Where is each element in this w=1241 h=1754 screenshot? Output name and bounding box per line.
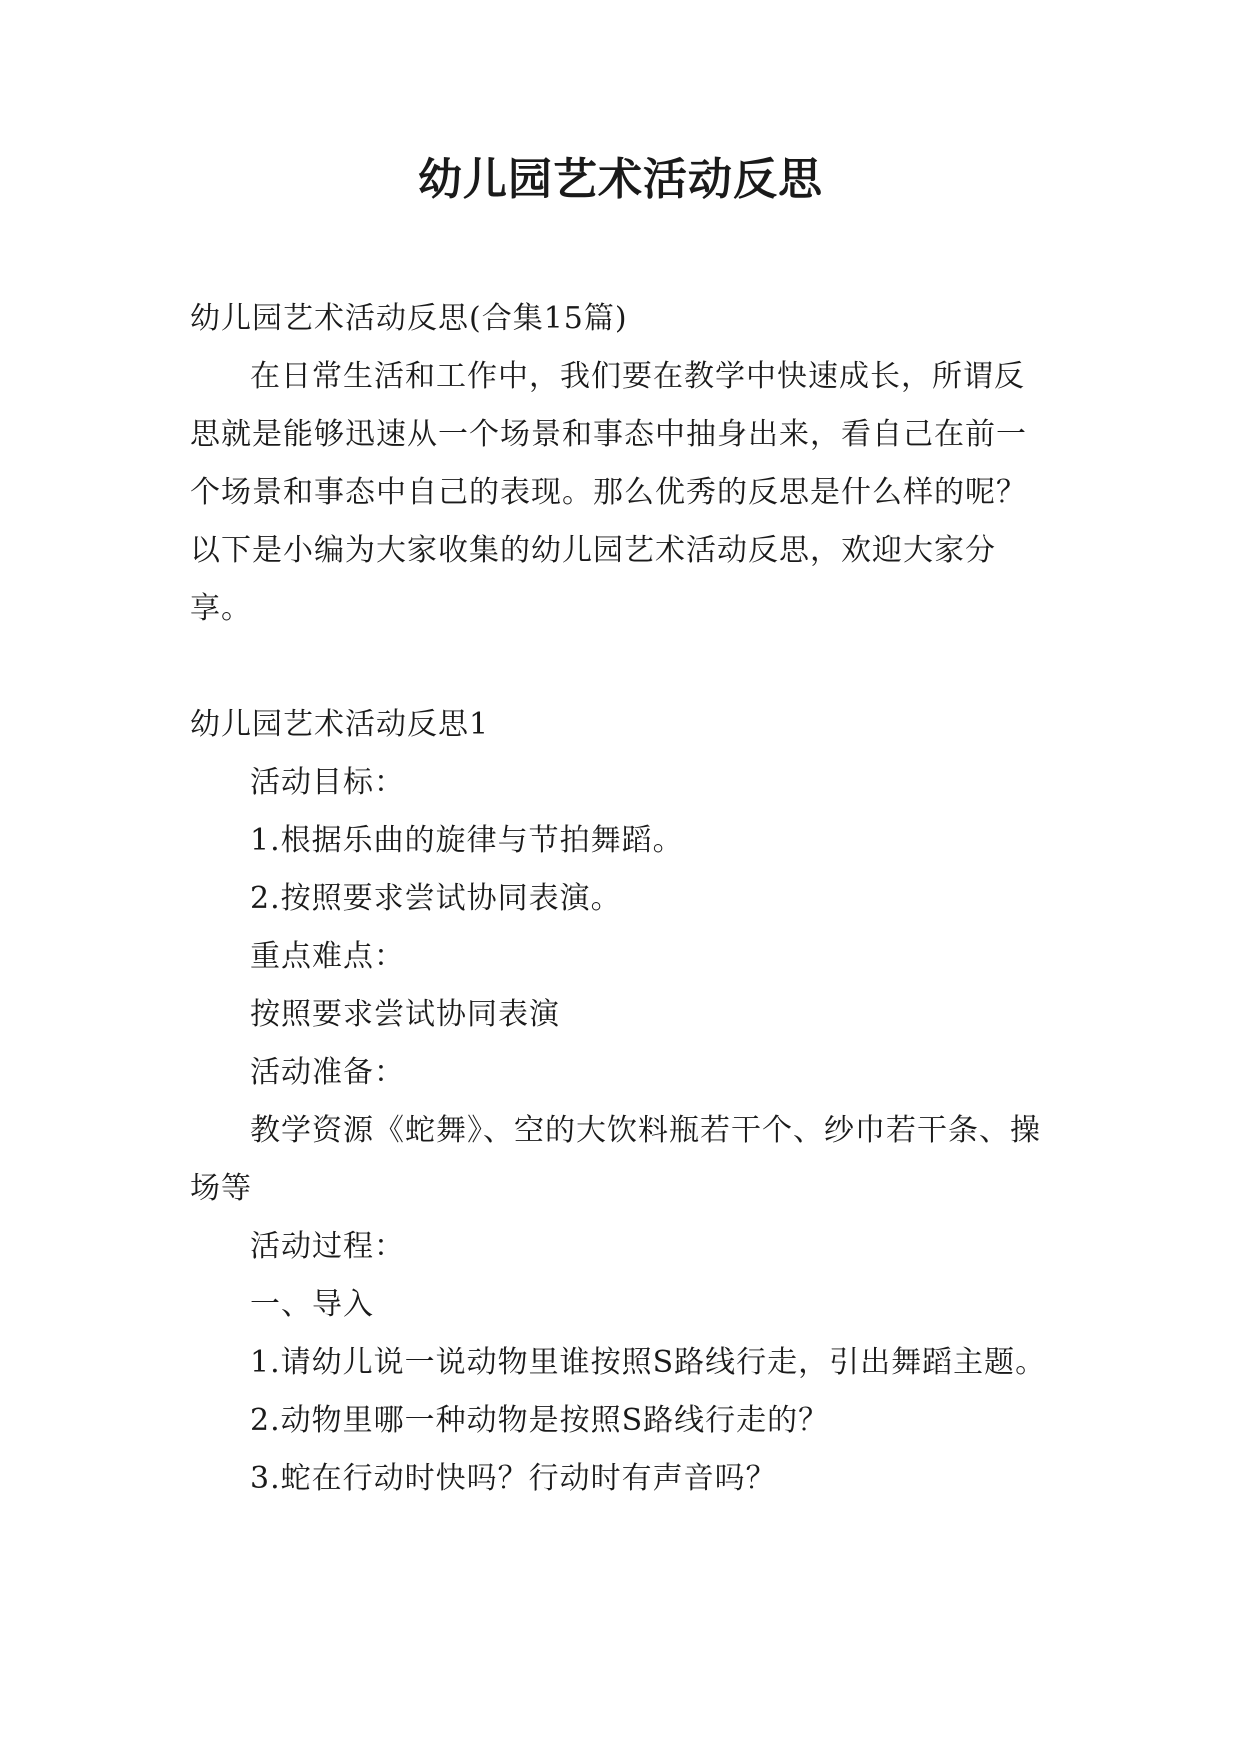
- paragraph: 活动过程：: [250, 1229, 405, 1264]
- section-spacer: [190, 638, 1050, 696]
- paragraph: 重点难点：: [250, 939, 405, 974]
- paragraph: 按照要求尝试协同表演: [250, 997, 560, 1032]
- intro-paragraph: 在日常生活和工作中，我们要在教学中快速成长，所谓反思就是能够迅速从一个场景和事态中抽身出来，看自己在前一个场景和事态中自己的表现。那么优秀的反思是什么样的呢？以下是小编为大家收集的幼儿园艺术活动反思，欢迎大家分享。: [190, 359, 1027, 626]
- document-subtitle: 幼儿园艺术活动反思(合集15篇): [190, 301, 628, 336]
- document-body: [190, 290, 1050, 1508]
- paragraph: 教学资源《蛇舞》、空的大饮料瓶若干个、纱巾若干条、操场等: [190, 1113, 1041, 1206]
- paragraph: 一、导入: [250, 1287, 374, 1322]
- document-title: 幼儿园艺术活动反思: [418, 154, 823, 205]
- paragraph: 3.蛇在行动时快吗？行动时有声音吗？: [250, 1461, 777, 1496]
- paragraph: 活动准备：: [250, 1055, 405, 1090]
- paragraph: 活动目标：: [250, 765, 405, 800]
- paragraph: 1.根据乐曲的旋律与节拍舞蹈。: [250, 823, 684, 858]
- paragraph: 2.动物里哪一种动物是按照S路线行走的？: [250, 1403, 830, 1438]
- section-title: 幼儿园艺术活动反思1: [190, 707, 490, 742]
- paragraph: 2.按照要求尝试协同表演。: [250, 881, 622, 916]
- paragraph: 1.请幼儿说一说动物里谁按照S路线行走，引出舞蹈主题。: [250, 1345, 1047, 1380]
